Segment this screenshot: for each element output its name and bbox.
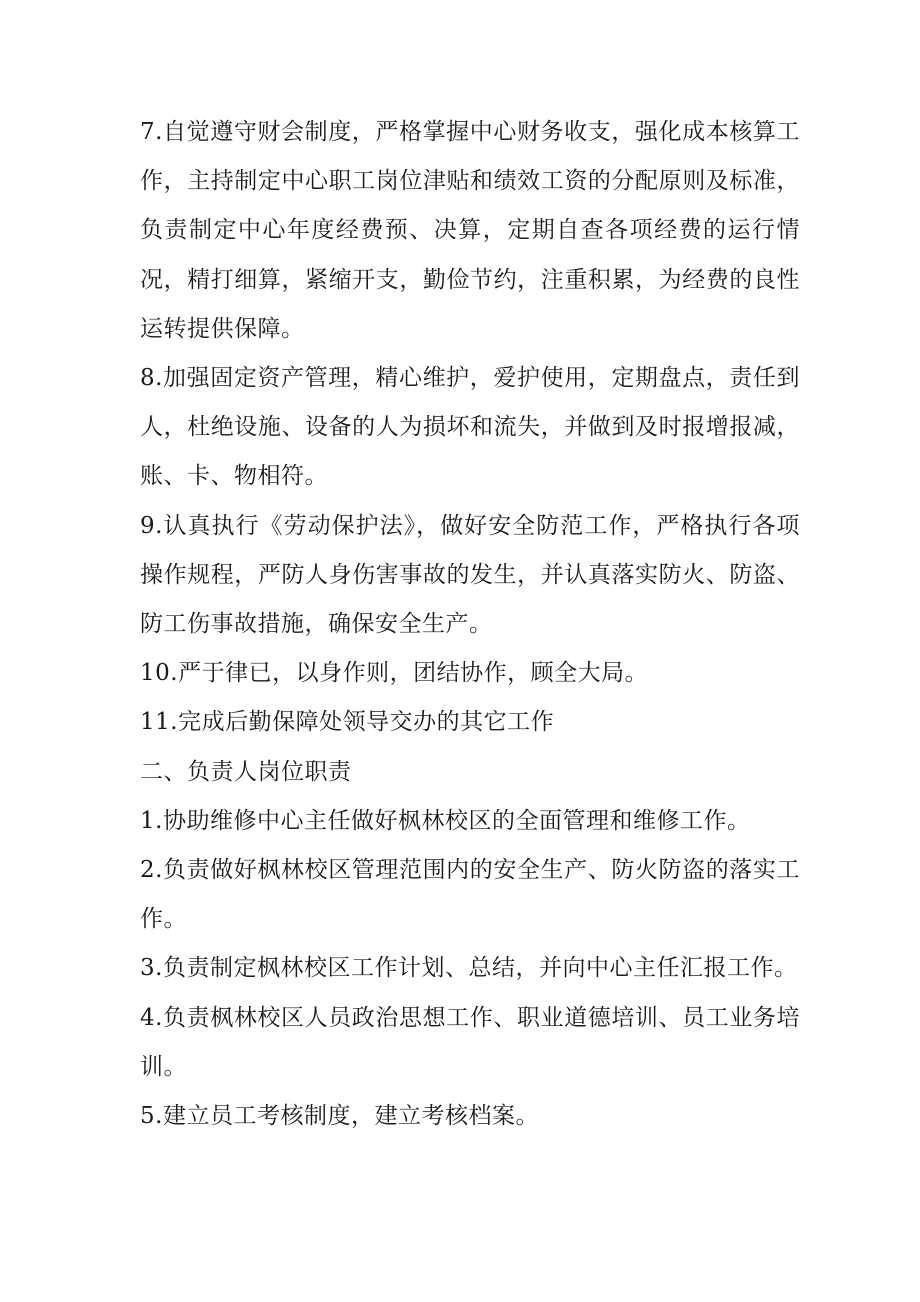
item-11-other-work: 11.完成后勤保障处领导交办的其它工作 — [140, 709, 555, 736]
item-7-finance: 7.自觉遵守财会制度，严格掌握中心财务收支，强化成本核算工作，主持制定中心职工岗位津贴和绩效工资的分配原则及标准，负责制定中心年度经费预、决算，定期自查各项经费的运行情况，精打细算，紧缩开支，勤俭节约，注重积累，为经费的良性运转提供保障。 — [140, 119, 800, 342]
duty-1: 1.协助维修中心主任做好枫林校区的全面管理和维修工作。 — [140, 807, 751, 834]
duty-3: 3.负责制定枫林校区工作计划、总结，并向中心主任汇报工作。 — [140, 955, 798, 982]
document-body — [140, 108, 800, 1141]
item-10-discipline: 10.严于律已，以身作则，团结协作，顾全大局。 — [140, 660, 649, 687]
duty-4: 4.负责枫林校区人员政治思想工作、职业道德培训、员工业务培训。 — [140, 1004, 800, 1080]
duty-5: 5.建立员工考核制度，建立考核档案。 — [140, 1103, 539, 1130]
item-8-assets: 8.加强固定资产管理，精心维护，爱护使用，定期盘点，责任到人，杜绝设施、设备的人为损坏和流失，并做到及时报增报减，账、卡、物相符。 — [140, 365, 800, 490]
section-heading-responsibilities: 二、负责人岗位职责 — [140, 758, 352, 785]
duty-2: 2.负责做好枫林校区管理范围内的安全生产、防火防盗的落实工作。 — [140, 857, 800, 933]
item-9-safety: 9.认真执行《劳动保护法》，做好安全防范工作，严格执行各项操作规程，严防人身伤害事故的发生，并认真落实防火、防盗、防工伤事故措施，确保安全生产。 — [140, 512, 800, 638]
